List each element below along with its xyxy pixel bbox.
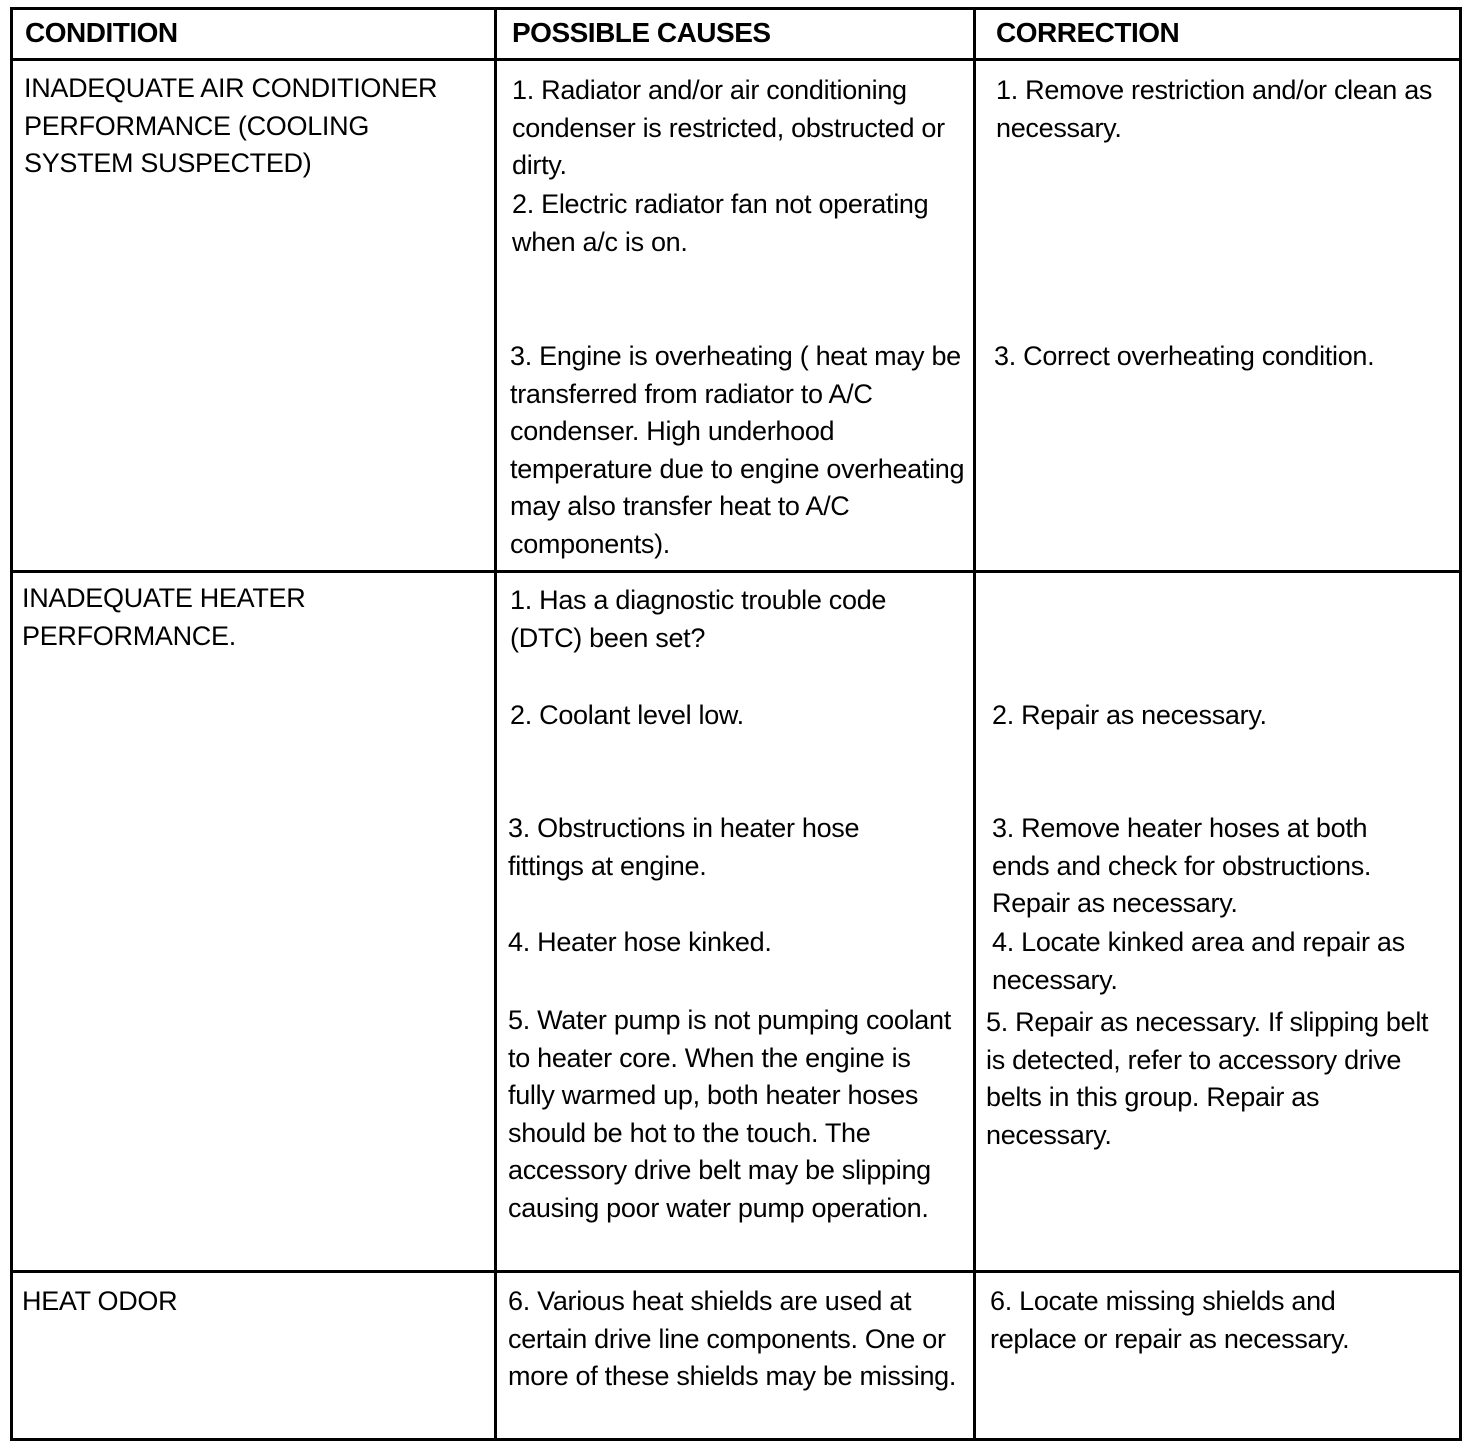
row-divider-1 <box>12 570 1460 573</box>
cause-item: 6. Various heat shields are used at certain drive line components. One or more of these shields may be missing. <box>508 1286 957 1391</box>
correction-item: 6. Locate missing shields and replace or repair as necessary. <box>990 1286 1350 1354</box>
condition-cell: INADEQUATE HEATER PERFORMANCE. <box>22 583 306 651</box>
correction-item: 3. Correct overheating condition. <box>994 341 1375 371</box>
header-divider <box>12 58 1460 61</box>
column-divider-2 <box>973 9 976 1439</box>
correction-item: 3. Remove heater hoses at both ends and check for obstructions. Repair as necessary. <box>992 813 1372 918</box>
cause-item: 2. Electric radiator fan not operating when a/c is on. <box>512 189 929 257</box>
correction-item: 2. Repair as necessary. <box>992 700 1267 730</box>
cause-item: 3. Engine is overheating ( heat may be transferred from radiator to A/C condenser. High underhood temperature due to engine overheating may also transfer heat to A/C components). <box>510 341 965 559</box>
correction-item: 1. Remove restriction and/or clean as necessary. <box>996 75 1433 143</box>
correction-item: 5. Repair as necessary. If slipping belt is detected, refer to accessory drive belts in this group. Repair as necessary. <box>986 1007 1429 1150</box>
condition-cell: HEAT ODOR <box>22 1286 178 1316</box>
cause-item: 1. Radiator and/or air conditioning condenser is restricted, obstructed or dirty. <box>512 75 945 180</box>
cause-item: 2. Coolant level low. <box>510 700 744 730</box>
header-condition: CONDITION <box>25 17 178 48</box>
column-divider-1 <box>494 9 497 1439</box>
header-correction: CORRECTION <box>996 17 1180 48</box>
row-divider-2 <box>12 1270 1460 1273</box>
condition-cell: INADEQUATE AIR CONDITIONER PERFORMANCE (COOLING SYSTEM SUSPECTED) <box>24 73 438 178</box>
cause-item: 5. Water pump is not pumping coolant to heater core. When the engine is fully warmed up, both heater hoses should be hot to the touch. The accessory drive belt may be slipping causing poor water pump operation. <box>508 1005 951 1223</box>
cause-item: 3. Obstructions in heater hose fittings at engine. <box>508 813 860 881</box>
correction-item: 4. Locate kinked area and repair as necessary. <box>992 927 1405 995</box>
cause-item: 1. Has a diagnostic trouble code (DTC) been set? <box>510 585 887 653</box>
header-possible-causes: POSSIBLE CAUSES <box>512 17 771 48</box>
cause-item: 4. Heater hose kinked. <box>508 927 772 957</box>
